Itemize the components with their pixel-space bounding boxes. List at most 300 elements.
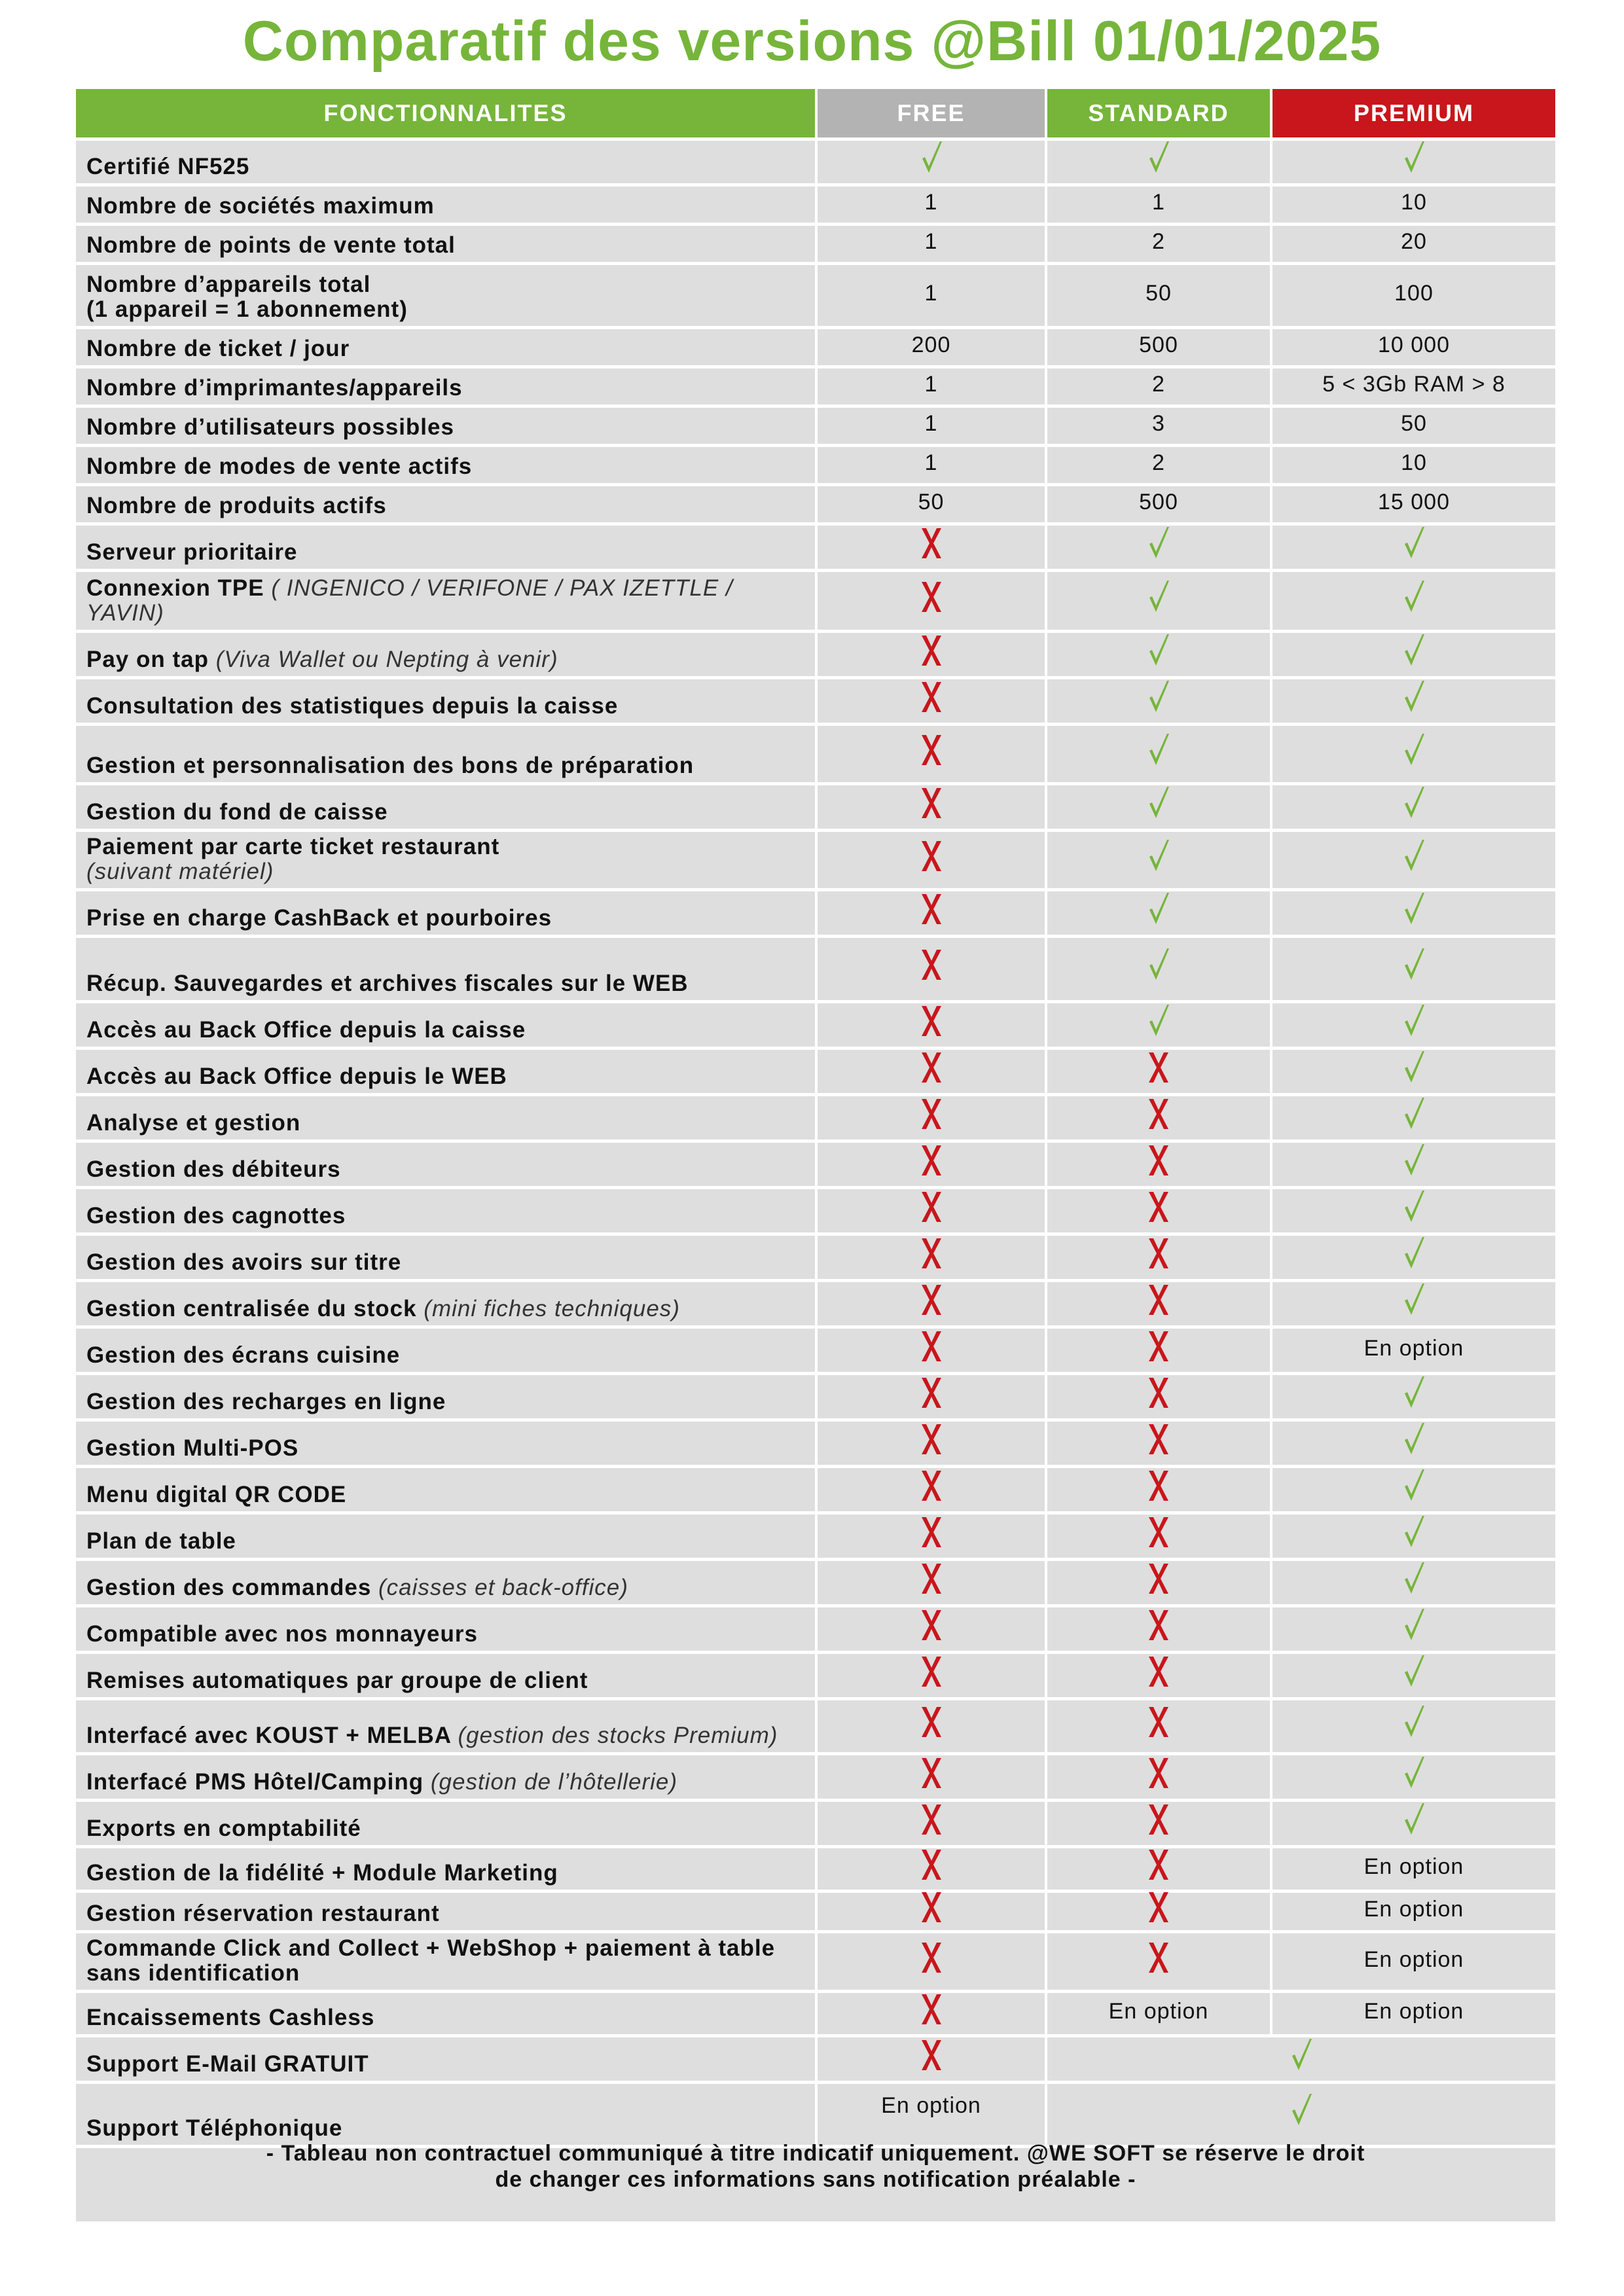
value-text: En option: [1363, 1897, 1464, 1922]
value-premium: [1270, 1933, 1555, 1990]
value-standard: [1045, 785, 1270, 829]
check-icon: [1396, 1234, 1432, 1277]
cross-icon: [913, 1281, 950, 1323]
cross-icon: [913, 1188, 950, 1230]
value-text: 500: [1139, 490, 1178, 514]
header-features: FONCTIONNALITES: [76, 89, 815, 137]
feature-cell: [76, 187, 815, 223]
cross-icon: [913, 1327, 950, 1370]
check-icon: [1396, 731, 1432, 774]
value-premium: [1270, 1561, 1555, 1604]
check-icon: [1396, 946, 1432, 988]
value-text: 50: [1146, 281, 1172, 306]
value-text: 1: [924, 450, 938, 475]
value-free: [815, 1189, 1045, 1232]
value-text: 10: [1401, 450, 1427, 475]
check-icon: [1396, 1467, 1432, 1509]
feature-cell: [76, 1003, 815, 1047]
value-standard: [1045, 1143, 1270, 1186]
feature-label: Consultation des statistiques depuis la caisse: [86, 693, 619, 719]
cross-icon: [913, 1420, 950, 1463]
value-standard: [1045, 226, 1270, 262]
table-row: [76, 1561, 1555, 1607]
value-free: [815, 1096, 1045, 1139]
value-free: [815, 1755, 1045, 1799]
value-premium: [1270, 141, 1555, 183]
feature-label: Remises automatiques par groupe de client: [86, 1668, 588, 1693]
value-free: [815, 486, 1045, 522]
value-free: [815, 526, 1045, 569]
value-premium: [1270, 408, 1555, 444]
feature-cell: [76, 368, 815, 404]
feature-cell: [76, 1468, 815, 1511]
check-icon: [913, 139, 950, 181]
value-premium: [1270, 1993, 1555, 2034]
cross-icon: [913, 1234, 950, 1277]
cross-icon: [1140, 1606, 1177, 1649]
feature-cell: [76, 1993, 815, 2034]
value-premium: [1270, 785, 1555, 829]
check-icon: [1140, 946, 1177, 988]
feature-label: Gestion des avoirs sur titre: [86, 1249, 402, 1275]
value-text: 10 000: [1378, 332, 1450, 357]
check-icon: [1396, 784, 1432, 827]
value-free: [815, 187, 1045, 223]
value-text: 2: [1152, 229, 1165, 254]
check-icon: [1283, 2091, 1320, 2134]
value-free: [815, 1003, 1045, 1047]
value-free: [815, 1236, 1045, 1279]
header-free: FREE: [815, 89, 1045, 137]
value-premium: [1270, 1755, 1555, 1799]
cross-icon: [913, 1990, 950, 2033]
table-body: [76, 141, 1555, 2148]
feature-label: Gestion Multi-POS: [86, 1435, 299, 1461]
check-icon: [1396, 1281, 1432, 1323]
value-standard: [1045, 726, 1270, 782]
value-free: [815, 447, 1045, 483]
table-row: [76, 1003, 1555, 1050]
value-standard: [1045, 1329, 1270, 1372]
value-standard: [1045, 1893, 1270, 1930]
table-row: [76, 1236, 1555, 1282]
value-text: 1: [924, 229, 938, 254]
cross-icon: [1140, 1653, 1177, 1695]
feature-cell: [76, 1755, 815, 1799]
feature-label: Gestion des débiteurs: [86, 1157, 341, 1182]
value-standard: [1045, 1236, 1270, 1279]
feature-note: ( INGENICO / VERIFONE / PAX IZETTLE / YAVIN): [86, 575, 733, 626]
feature-cell: [76, 1561, 815, 1604]
value-standard: [1045, 1607, 1270, 1651]
header-premium: PREMIUM: [1270, 89, 1555, 137]
value-text: 5 < 3Gb RAM > 8: [1322, 372, 1506, 397]
value-standard: [1045, 526, 1270, 569]
check-icon: [1283, 2036, 1320, 2079]
table-row: [76, 572, 1555, 633]
value-standard: [1045, 486, 1270, 522]
feature-cell: [76, 329, 815, 365]
value-free: [815, 572, 1045, 630]
value-free: [815, 1468, 1045, 1511]
feature-cell: [76, 891, 815, 935]
cross-icon: [1140, 1467, 1177, 1509]
table-header: [76, 89, 1555, 141]
feature-label: Nombre d’imprimantes/appareils: [86, 375, 463, 401]
value-standard: [1045, 1700, 1270, 1752]
feature-label: Gestion réservation restaurant: [86, 1901, 440, 1926]
value-premium: [1270, 1848, 1555, 1890]
value-premium: [1270, 679, 1555, 723]
feature-label: Gestion des écrans cuisine: [86, 1342, 401, 1368]
value-standard: [1045, 1282, 1270, 1325]
cross-icon: [1140, 1513, 1177, 1556]
value-premium: [1270, 1375, 1555, 1418]
value-premium: [1270, 226, 1555, 262]
value-text: En option: [1108, 1999, 1209, 2024]
feature-label: Prise en charge CashBack et pourboires: [86, 905, 552, 931]
value-premium: [1270, 1003, 1555, 1047]
value-standard: [1045, 1654, 1270, 1697]
feature-label: Accès au Back Office depuis la caisse: [86, 1017, 526, 1043]
value-free: [815, 1143, 1045, 1186]
table-row: [76, 726, 1555, 785]
table-row: [76, 1143, 1555, 1189]
feature-label: Interfacé PMS Hôtel/Camping: [86, 1769, 424, 1795]
value-standard: [1045, 408, 1270, 444]
table-row: [76, 1375, 1555, 1422]
value-free: [815, 408, 1045, 444]
feature-note: (suivant matériel): [86, 859, 274, 884]
feature-label: Nombre d’appareils total: [86, 272, 371, 297]
value-premium: [1270, 447, 1555, 483]
feature-cell: [76, 832, 815, 888]
cross-icon: [1140, 1141, 1177, 1184]
value-premium: [1270, 1143, 1555, 1186]
value-premium: [1270, 1236, 1555, 1279]
feature-label: Commande Click and Collect + WebShop + paiement à table sans identification: [86, 1935, 776, 1986]
feature-cell: [76, 1189, 815, 1232]
value-standard: [1045, 1003, 1270, 1047]
value-text: 1: [924, 411, 938, 436]
feature-label: Serveur prioritaire: [86, 539, 298, 565]
value-standard: [1045, 1096, 1270, 1139]
check-icon: [1396, 139, 1432, 181]
table-row: [76, 1893, 1555, 1933]
value-standard: [1045, 1050, 1270, 1093]
feature-label: Connexion TPE: [86, 575, 264, 601]
feature-label: Gestion du fond de caisse: [86, 799, 388, 825]
check-icon: [1396, 1420, 1432, 1463]
cross-icon: [1140, 1327, 1177, 1370]
feature-cell: [76, 1607, 815, 1651]
cross-icon: [1140, 1939, 1177, 1981]
check-icon: [1396, 524, 1432, 567]
value-free: [815, 679, 1045, 723]
cross-icon: [913, 524, 950, 567]
cross-icon: [1140, 1281, 1177, 1323]
check-icon: [1396, 837, 1432, 880]
table-row: [76, 938, 1555, 1003]
cross-icon: [913, 1095, 950, 1138]
cross-icon: [1140, 1560, 1177, 1602]
table-row: [76, 2037, 1555, 2084]
feature-cell: [76, 1282, 815, 1325]
value-free: [815, 141, 1045, 183]
value-text: 100: [1394, 281, 1434, 306]
feature-cell: [76, 938, 815, 1000]
value-premium: [1270, 486, 1555, 522]
table-row: [76, 832, 1555, 891]
cross-icon: [913, 1606, 950, 1649]
value-premium: [1270, 1468, 1555, 1511]
check-icon: [1396, 1002, 1432, 1045]
check-icon: [1140, 678, 1177, 721]
table-row: [76, 2084, 1555, 2148]
value-free: [815, 1933, 1045, 1990]
cross-icon: [1140, 1703, 1177, 1746]
feature-label: Gestion centralisée du stock: [86, 1296, 417, 1321]
feature-label: Gestion des commandes: [86, 1575, 372, 1600]
value-standard-premium: [1045, 2037, 1555, 2081]
feature-cell: [76, 1848, 815, 1890]
value-text: En option: [881, 2093, 981, 2118]
cross-icon: [913, 1801, 950, 1843]
value-standard: [1045, 187, 1270, 223]
table-row: [76, 1933, 1555, 1993]
table-row: [76, 265, 1555, 329]
feature-cell: [76, 486, 815, 522]
cross-icon: [913, 1653, 950, 1695]
cross-icon: [913, 1374, 950, 1416]
value-standard: [1045, 1515, 1270, 1558]
value-standard: [1045, 329, 1270, 365]
table-row: [76, 1607, 1555, 1654]
table-row: [76, 785, 1555, 832]
check-icon: [1396, 1374, 1432, 1416]
cross-icon: [1140, 1049, 1177, 1091]
table-row: [76, 408, 1555, 447]
table-row: [76, 486, 1555, 526]
value-free: [815, 726, 1045, 782]
check-icon: [1396, 1606, 1432, 1649]
cross-icon: [913, 1754, 950, 1797]
feature-cell: [76, 265, 815, 326]
value-premium: [1270, 891, 1555, 935]
disclaimer-line: - Tableau non contractuel communiqué à titre indicatif uniquement. @WE SOFT se réserve le droit: [266, 2141, 1365, 2166]
value-free: [815, 1515, 1045, 1558]
check-icon: [1396, 1560, 1432, 1602]
value-standard: [1045, 891, 1270, 935]
feature-note: (gestion de l’hôtellerie): [430, 1769, 678, 1795]
check-icon: [1140, 837, 1177, 880]
value-text: 2: [1152, 372, 1165, 397]
value-standard: [1045, 141, 1270, 183]
value-free: [815, 938, 1045, 1000]
feature-note: (caisses et back-office): [378, 1575, 628, 1600]
table-row: [76, 679, 1555, 726]
feature-label: Nombre de ticket / jour: [86, 336, 350, 361]
cross-icon: [1140, 1420, 1177, 1463]
check-icon: [1140, 784, 1177, 827]
table-row: [76, 633, 1555, 679]
table-row: [76, 1993, 1555, 2037]
feature-cell: [76, 408, 815, 444]
feature-label: Nombre d’utilisateurs possibles: [86, 414, 454, 440]
cross-icon: [913, 837, 950, 880]
feature-label: Exports en comptabilité: [86, 1816, 361, 1841]
feature-label: Menu digital QR CODE: [86, 1482, 347, 1507]
check-icon: [1140, 139, 1177, 181]
value-text: 1: [924, 190, 938, 215]
value-free: [815, 1700, 1045, 1752]
disclaimer-line: de changer ces informations sans notification préalable -: [495, 2167, 1136, 2192]
cross-icon: [913, 731, 950, 774]
check-icon: [1396, 1049, 1432, 1091]
feature-note: (1 appareil = 1 abonnement): [86, 296, 408, 322]
cross-icon: [913, 1002, 950, 1045]
feature-cell: [76, 2084, 815, 2145]
value-premium: [1270, 726, 1555, 782]
feature-cell: [76, 1236, 815, 1279]
cross-icon: [913, 1939, 950, 1981]
check-icon: [1396, 632, 1432, 674]
cross-icon: [913, 1513, 950, 1556]
value-premium: [1270, 1050, 1555, 1093]
table-row: [76, 1282, 1555, 1329]
value-free: [815, 265, 1045, 326]
value-free: [815, 832, 1045, 888]
table-row: [76, 1096, 1555, 1143]
value-text: 10: [1401, 190, 1427, 215]
value-free: [815, 1561, 1045, 1604]
cross-icon: [913, 1846, 950, 1888]
value-free: [815, 1375, 1045, 1418]
feature-label: Certifié NF525: [86, 154, 250, 179]
cross-icon: [913, 1049, 950, 1091]
value-text: 20: [1401, 229, 1427, 254]
table-row: [76, 1422, 1555, 1468]
cross-icon: [1140, 1801, 1177, 1843]
feature-label: Gestion et personnalisation des bons de préparation: [86, 753, 695, 778]
cross-icon: [913, 946, 950, 988]
value-free: [815, 891, 1045, 935]
value-premium: [1270, 265, 1555, 326]
check-icon: [1140, 524, 1177, 567]
table-row: [76, 1468, 1555, 1515]
feature-label: Gestion des cagnottes: [86, 1203, 346, 1229]
check-icon: [1396, 1141, 1432, 1184]
value-standard: [1045, 633, 1270, 676]
value-text: En option: [1363, 1999, 1464, 2024]
table-row: [76, 1848, 1555, 1893]
value-free: [815, 1329, 1045, 1372]
value-free: [815, 1893, 1045, 1930]
feature-label: Nombre de sociétés maximum: [86, 193, 435, 219]
table-row: [76, 187, 1555, 226]
feature-label: Gestion de la fidélité + Module Marketing: [86, 1860, 558, 1886]
check-icon: [1396, 1653, 1432, 1695]
feature-cell: [76, 1375, 815, 1418]
feature-label: Interfacé avec KOUST + MELBA: [86, 1723, 451, 1748]
check-icon: [1396, 1754, 1432, 1797]
feature-label: Support E-Mail GRATUIT: [86, 2051, 369, 2077]
feature-note: (gestion des stocks Premium): [458, 1723, 778, 1748]
feature-cell: [76, 226, 815, 262]
table-row: [76, 141, 1555, 187]
table-row: [76, 226, 1555, 265]
cross-icon: [1140, 1888, 1177, 1931]
disclaimer: [76, 2140, 1555, 2193]
value-standard: [1045, 832, 1270, 888]
value-text: En option: [1363, 1946, 1464, 1972]
header-standard: STANDARD: [1045, 89, 1270, 137]
feature-note: (mini fiches techniques): [424, 1296, 680, 1321]
value-standard: [1045, 447, 1270, 483]
value-free: [815, 2084, 1045, 2145]
value-standard: [1045, 572, 1270, 630]
check-icon: [1140, 578, 1177, 620]
table-row: [76, 329, 1555, 368]
check-icon: [1140, 890, 1177, 933]
feature-cell: [76, 1933, 815, 1990]
check-icon: [1396, 678, 1432, 721]
feature-label: Support Téléphonique: [86, 2115, 343, 2141]
value-standard: [1045, 1561, 1270, 1604]
feature-cell: [76, 1802, 815, 1845]
value-standard: [1045, 1422, 1270, 1465]
table-row: [76, 1802, 1555, 1848]
value-text: 1: [924, 281, 938, 306]
check-icon: [1140, 1002, 1177, 1045]
feature-cell: [76, 1515, 815, 1558]
value-premium: [1270, 633, 1555, 676]
value-text: 50: [1401, 411, 1427, 436]
cross-icon: [913, 1467, 950, 1509]
value-standard: [1045, 1755, 1270, 1799]
value-text: En option: [1363, 1335, 1464, 1361]
value-standard: [1045, 1189, 1270, 1232]
feature-cell: [76, 447, 815, 483]
feature-label: Nombre de produits actifs: [86, 493, 387, 518]
value-free: [815, 1282, 1045, 1325]
value-premium: [1270, 1802, 1555, 1845]
value-standard: [1045, 265, 1270, 326]
table-row: [76, 1189, 1555, 1236]
feature-label: Paiement par carte ticket restaurant: [86, 834, 500, 859]
value-text: 1: [924, 372, 938, 397]
value-standard: [1045, 1802, 1270, 1845]
value-standard: [1045, 1375, 1270, 1418]
feature-cell: [76, 1050, 815, 1093]
feature-cell: [76, 141, 815, 183]
value-free: [815, 1654, 1045, 1697]
feature-cell: [76, 2037, 815, 2081]
feature-cell: [76, 679, 815, 723]
value-free: [815, 1802, 1045, 1845]
value-premium: [1270, 187, 1555, 223]
feature-cell: [76, 785, 815, 829]
value-premium: [1270, 1515, 1555, 1558]
table-row: [76, 1755, 1555, 1802]
cross-icon: [913, 632, 950, 674]
table-row: [76, 447, 1555, 486]
table-row: [76, 1700, 1555, 1755]
table-row: [76, 526, 1555, 572]
feature-cell: [76, 633, 815, 676]
feature-note: (Viva Wallet ou Nepting à venir): [215, 647, 558, 672]
feature-label: Analyse et gestion: [86, 1110, 301, 1136]
